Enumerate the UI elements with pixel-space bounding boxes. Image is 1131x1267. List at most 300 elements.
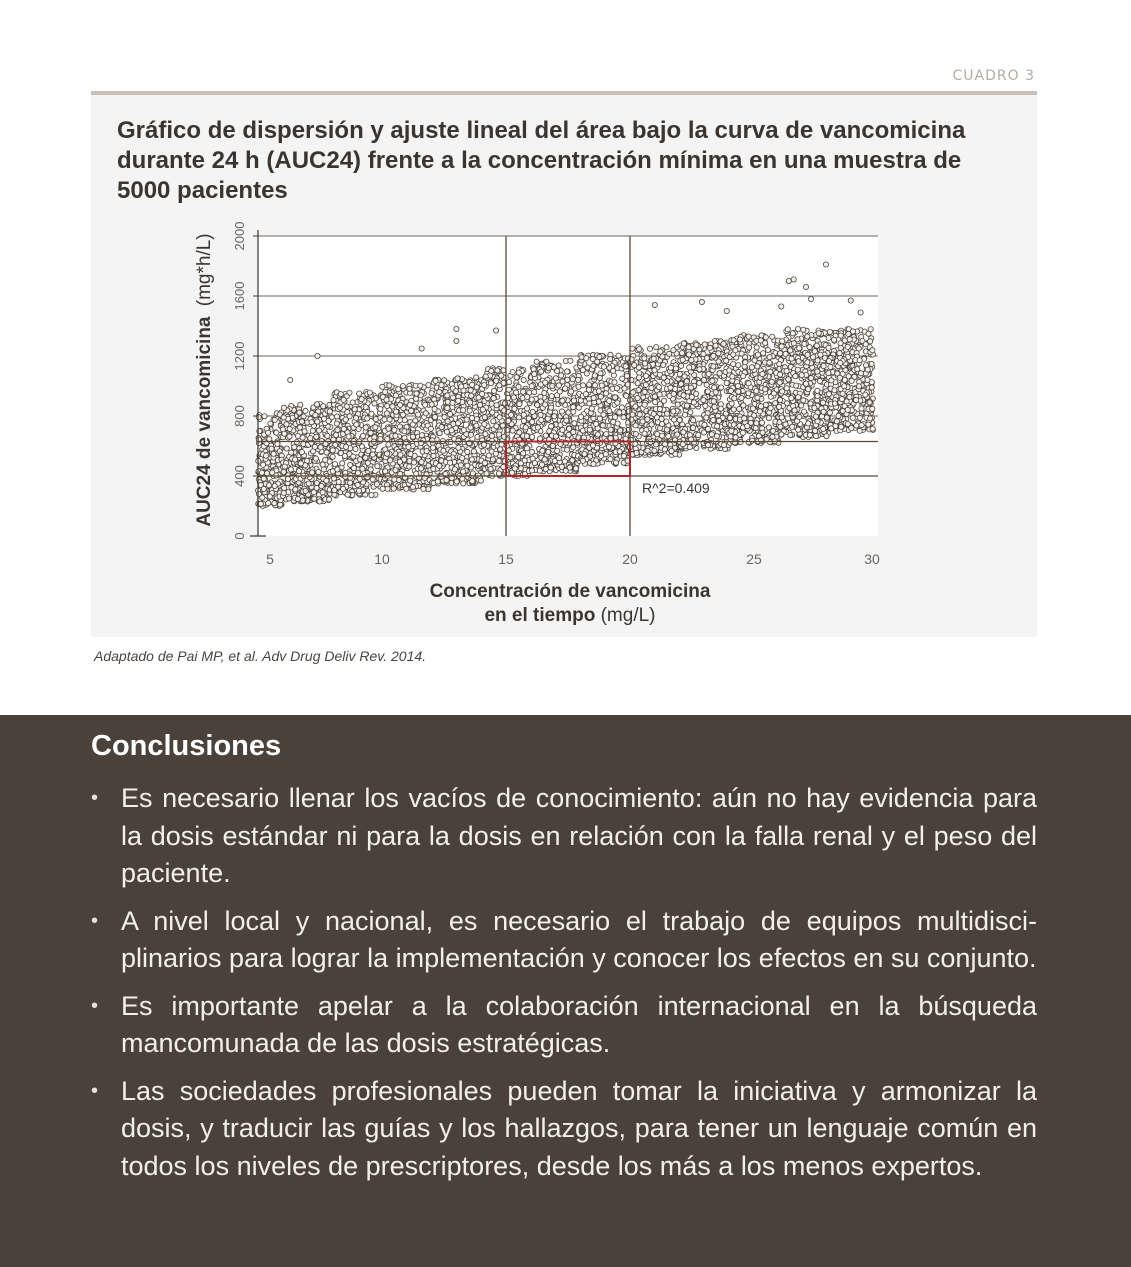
data-point [767, 355, 772, 360]
data-point [591, 461, 596, 466]
data-point [571, 405, 576, 410]
data-point [382, 417, 387, 422]
data-point [637, 412, 642, 417]
data-point [796, 395, 801, 400]
figure-title: Gráfico de dispersión y ajuste lineal del área bajo la curva de vancomicina durante 24 h (AUC24) frente a la concentración mínima en una muestra de 5000 pacientes [117, 117, 966, 204]
data-point [387, 417, 392, 422]
data-point [613, 395, 618, 400]
data-point [838, 333, 843, 338]
data-point [592, 373, 597, 378]
data-point [559, 373, 564, 378]
data-point [584, 356, 589, 361]
data-point [705, 443, 710, 448]
data-point [430, 445, 435, 450]
data-point [406, 445, 411, 450]
data-point [510, 370, 515, 375]
data-point [831, 337, 836, 342]
data-point [272, 501, 277, 506]
data-point [703, 403, 708, 408]
data-point [673, 366, 678, 371]
data-point [664, 345, 669, 350]
data-point [691, 418, 696, 423]
data-point [758, 338, 763, 343]
data-point [591, 395, 596, 400]
data-point [642, 402, 647, 407]
data-point [474, 375, 479, 380]
data-point [743, 360, 748, 365]
data-point [430, 438, 435, 443]
data-point [337, 405, 342, 410]
data-point [812, 405, 817, 410]
data-point [465, 463, 470, 468]
data-point [741, 374, 746, 379]
data-point [634, 450, 639, 455]
data-point [620, 376, 625, 381]
data-point [813, 433, 818, 438]
data-point [321, 404, 326, 409]
data-point [368, 430, 373, 435]
data-point [397, 459, 402, 464]
data-point [601, 412, 606, 417]
data-point [671, 409, 676, 414]
data-point [779, 344, 784, 349]
data-point [363, 455, 368, 460]
data-point [330, 448, 335, 453]
data-point [356, 488, 361, 493]
data-point [442, 378, 447, 383]
data-point [262, 414, 267, 419]
data-point [560, 398, 565, 403]
data-point [545, 416, 550, 421]
data-point [292, 445, 297, 450]
data-point [613, 415, 618, 420]
data-point [532, 461, 537, 466]
data-point [468, 432, 473, 437]
scatter-chart [180, 210, 900, 580]
data-point [608, 436, 613, 441]
data-point [493, 451, 498, 456]
data-point [272, 483, 277, 488]
data-point [797, 414, 802, 419]
data-point [481, 442, 486, 447]
data-point [324, 478, 329, 483]
data-point [779, 432, 784, 437]
data-point [778, 397, 783, 402]
data-point [469, 393, 474, 398]
data-point [866, 331, 871, 336]
data-point [313, 456, 318, 461]
data-point [398, 402, 403, 407]
data-point [355, 482, 360, 487]
data-point [496, 432, 501, 437]
data-point [482, 383, 487, 388]
data-point [826, 371, 831, 376]
data-point [272, 417, 277, 422]
data-point [284, 422, 289, 427]
data-point [770, 434, 775, 439]
data-point [630, 390, 635, 395]
data-point [572, 421, 577, 426]
data-point [442, 415, 447, 420]
data-point [668, 385, 673, 390]
data-point [597, 354, 602, 359]
data-point [834, 419, 839, 424]
data-point [543, 380, 548, 385]
data-point [727, 415, 732, 420]
data-point [327, 409, 332, 414]
data-point [659, 416, 664, 421]
data-point [299, 450, 304, 455]
data-point [407, 402, 412, 407]
data-point [682, 374, 687, 379]
data-point [455, 376, 460, 381]
data-point [535, 425, 540, 430]
data-point [839, 424, 844, 429]
data-point [416, 412, 421, 417]
data-point [759, 420, 764, 425]
data-point [713, 390, 718, 395]
data-point [736, 389, 741, 394]
data-point [821, 426, 826, 431]
data-point [789, 396, 794, 401]
data-point [802, 409, 807, 414]
data-point [477, 402, 482, 407]
data-point [334, 421, 339, 426]
data-point [724, 381, 729, 386]
data-point [437, 463, 442, 468]
data-point [704, 356, 709, 361]
data-point [393, 433, 398, 438]
data-point [314, 402, 319, 407]
data-point [778, 351, 783, 356]
data-point [686, 345, 691, 350]
data-point [352, 407, 357, 412]
data-point [746, 334, 751, 339]
data-point [827, 410, 832, 415]
data-point [521, 412, 526, 417]
data-point [439, 383, 444, 388]
data-point [298, 461, 303, 466]
data-point [347, 414, 352, 419]
data-point [421, 486, 426, 491]
data-point [866, 422, 871, 427]
data-point [712, 385, 717, 390]
data-point [346, 434, 351, 439]
data-point [261, 476, 266, 481]
data-point [869, 385, 874, 390]
data-point [596, 389, 601, 394]
data-point [704, 382, 709, 387]
data-point [780, 339, 785, 344]
data-point [707, 345, 712, 350]
data-point [353, 415, 358, 420]
data-point [297, 425, 302, 430]
data-point [717, 371, 722, 376]
data-point [409, 408, 414, 413]
data-point [524, 434, 529, 439]
data-point [715, 424, 720, 429]
data-point [312, 496, 317, 501]
data-point [341, 426, 346, 431]
data-point [662, 442, 667, 447]
data-point [363, 405, 368, 410]
data-point [297, 410, 302, 415]
data-point [733, 348, 738, 353]
data-point [765, 347, 770, 352]
data-point [600, 423, 605, 428]
data-point [661, 362, 666, 367]
data-point [645, 448, 650, 453]
data-point [592, 383, 597, 388]
data-point [468, 425, 473, 430]
data-point [865, 377, 870, 382]
data-point [728, 434, 733, 439]
data-point [778, 372, 783, 377]
data-point [818, 352, 823, 357]
data-point [298, 402, 303, 407]
data-point [557, 389, 562, 394]
data-point [790, 424, 795, 429]
data-point [607, 398, 612, 403]
data-point [680, 442, 685, 447]
data-point [267, 494, 272, 499]
data-point [784, 368, 789, 373]
data-point [621, 415, 626, 420]
data-point [467, 408, 472, 413]
data-point [797, 346, 802, 351]
data-point [295, 433, 300, 438]
data-point [801, 398, 806, 403]
data-point [426, 487, 431, 492]
data-point [319, 483, 324, 488]
data-point [687, 365, 692, 370]
data-point [542, 457, 547, 462]
data-point [815, 393, 820, 398]
data-point [612, 380, 617, 385]
data-point [763, 387, 768, 392]
data-point [666, 434, 671, 439]
data-point [363, 425, 368, 430]
data-point [564, 418, 569, 423]
data-point [796, 427, 801, 432]
data-point [529, 384, 534, 389]
data-point [655, 432, 660, 437]
data-point [470, 478, 475, 483]
data-point [740, 430, 745, 435]
data-point [293, 487, 298, 492]
data-point [716, 351, 721, 356]
data-point [444, 478, 449, 483]
data-point [514, 390, 519, 395]
data-point [721, 443, 726, 448]
data-point [392, 427, 397, 432]
data-point [445, 406, 450, 411]
data-point [394, 409, 399, 414]
data-point [530, 434, 535, 439]
data-point [486, 453, 491, 458]
data-point [474, 423, 479, 428]
data-point [842, 384, 847, 389]
data-point [597, 375, 602, 380]
data-point [671, 348, 676, 353]
data-point [758, 404, 763, 409]
data-point [811, 355, 816, 360]
data-point [378, 407, 383, 412]
data-point [445, 393, 450, 398]
data-point [688, 410, 693, 415]
data-point [568, 389, 573, 394]
data-point [642, 431, 647, 436]
data-point [763, 335, 768, 340]
data-point [282, 486, 287, 491]
data-point [288, 467, 293, 472]
data-point [678, 381, 683, 386]
data-point [491, 388, 496, 393]
data-point [521, 451, 526, 456]
data-point [766, 416, 771, 421]
data-point [414, 391, 419, 396]
data-point [482, 415, 487, 420]
data-point [469, 457, 474, 462]
data-point [318, 445, 323, 450]
data-point [803, 381, 808, 386]
data-point [642, 356, 647, 361]
data-point [746, 345, 751, 350]
data-point [826, 345, 831, 350]
data-point [338, 392, 343, 397]
box-label: CUADRO 3 [952, 68, 1035, 84]
data-point [478, 478, 483, 483]
data-point [456, 421, 461, 426]
data-point [697, 380, 702, 385]
data-point [839, 397, 844, 402]
data-point [642, 389, 647, 394]
data-point [268, 421, 273, 426]
data-point [331, 398, 336, 403]
data-point [865, 367, 870, 372]
data-point [760, 372, 765, 377]
data-point [858, 371, 863, 376]
data-point [732, 440, 737, 445]
data-point [546, 366, 551, 371]
data-point [845, 407, 850, 412]
data-point [531, 367, 536, 372]
data-point [530, 468, 535, 473]
data-point [342, 453, 347, 458]
data-point [365, 416, 370, 421]
data-point [733, 435, 738, 440]
data-point [617, 449, 622, 454]
data-point [274, 430, 279, 435]
data-point [549, 405, 554, 410]
data-point [335, 427, 340, 432]
data-point [587, 427, 592, 432]
data-point [766, 425, 771, 430]
data-point [832, 388, 837, 393]
data-point [343, 444, 348, 449]
data-point [805, 334, 810, 339]
data-point [282, 464, 287, 469]
data-point [778, 424, 783, 429]
data-point [550, 443, 555, 448]
data-point [681, 393, 686, 398]
data-point [608, 356, 613, 361]
data-point [669, 448, 674, 453]
data-point [801, 327, 806, 332]
data-point [737, 406, 742, 411]
data-point [315, 419, 320, 424]
data-point [269, 446, 274, 451]
data-point [563, 386, 568, 391]
data-point [369, 493, 374, 498]
data-point [433, 378, 438, 383]
data-point [654, 345, 659, 350]
data-point [516, 370, 521, 375]
data-point [530, 419, 535, 424]
data-point [490, 457, 495, 462]
data-point [826, 391, 831, 396]
data-point [538, 436, 543, 441]
y-axis-label-unit: (mg*h/L) [194, 233, 215, 307]
data-point [370, 477, 375, 482]
data-point [838, 360, 843, 365]
data-point [468, 388, 473, 393]
data-point [711, 364, 716, 369]
data-point [757, 409, 762, 414]
data-point [511, 395, 516, 400]
data-point [402, 429, 407, 434]
data-point [385, 486, 390, 491]
data-point [465, 449, 470, 454]
data-point [419, 433, 424, 438]
data-point [335, 467, 340, 472]
data-point [854, 423, 859, 428]
data-point [606, 444, 611, 449]
data-point [483, 374, 488, 379]
data-point [498, 447, 503, 452]
data-point [706, 371, 711, 376]
data-point [516, 454, 521, 459]
data-point [859, 423, 864, 428]
data-point [532, 390, 537, 395]
data-point [308, 436, 313, 441]
data-point [856, 346, 861, 351]
data-point [310, 470, 315, 475]
data-point [418, 383, 423, 388]
data-point [538, 399, 543, 404]
data-point [529, 397, 534, 402]
data-point [752, 358, 757, 363]
data-point [694, 342, 699, 347]
data-point [370, 452, 375, 457]
data-point [767, 360, 772, 365]
data-point [754, 388, 759, 393]
data-point [613, 460, 618, 465]
data-point [516, 384, 521, 389]
data-point [857, 415, 862, 420]
data-point [317, 428, 322, 433]
data-point [697, 367, 702, 372]
data-point [459, 384, 464, 389]
data-point [768, 406, 773, 411]
data-point [306, 481, 311, 486]
data-point [380, 384, 385, 389]
data-point [489, 401, 494, 406]
data-point [657, 392, 662, 397]
data-point [314, 480, 319, 485]
data-point [300, 498, 305, 503]
data-point [348, 480, 353, 485]
